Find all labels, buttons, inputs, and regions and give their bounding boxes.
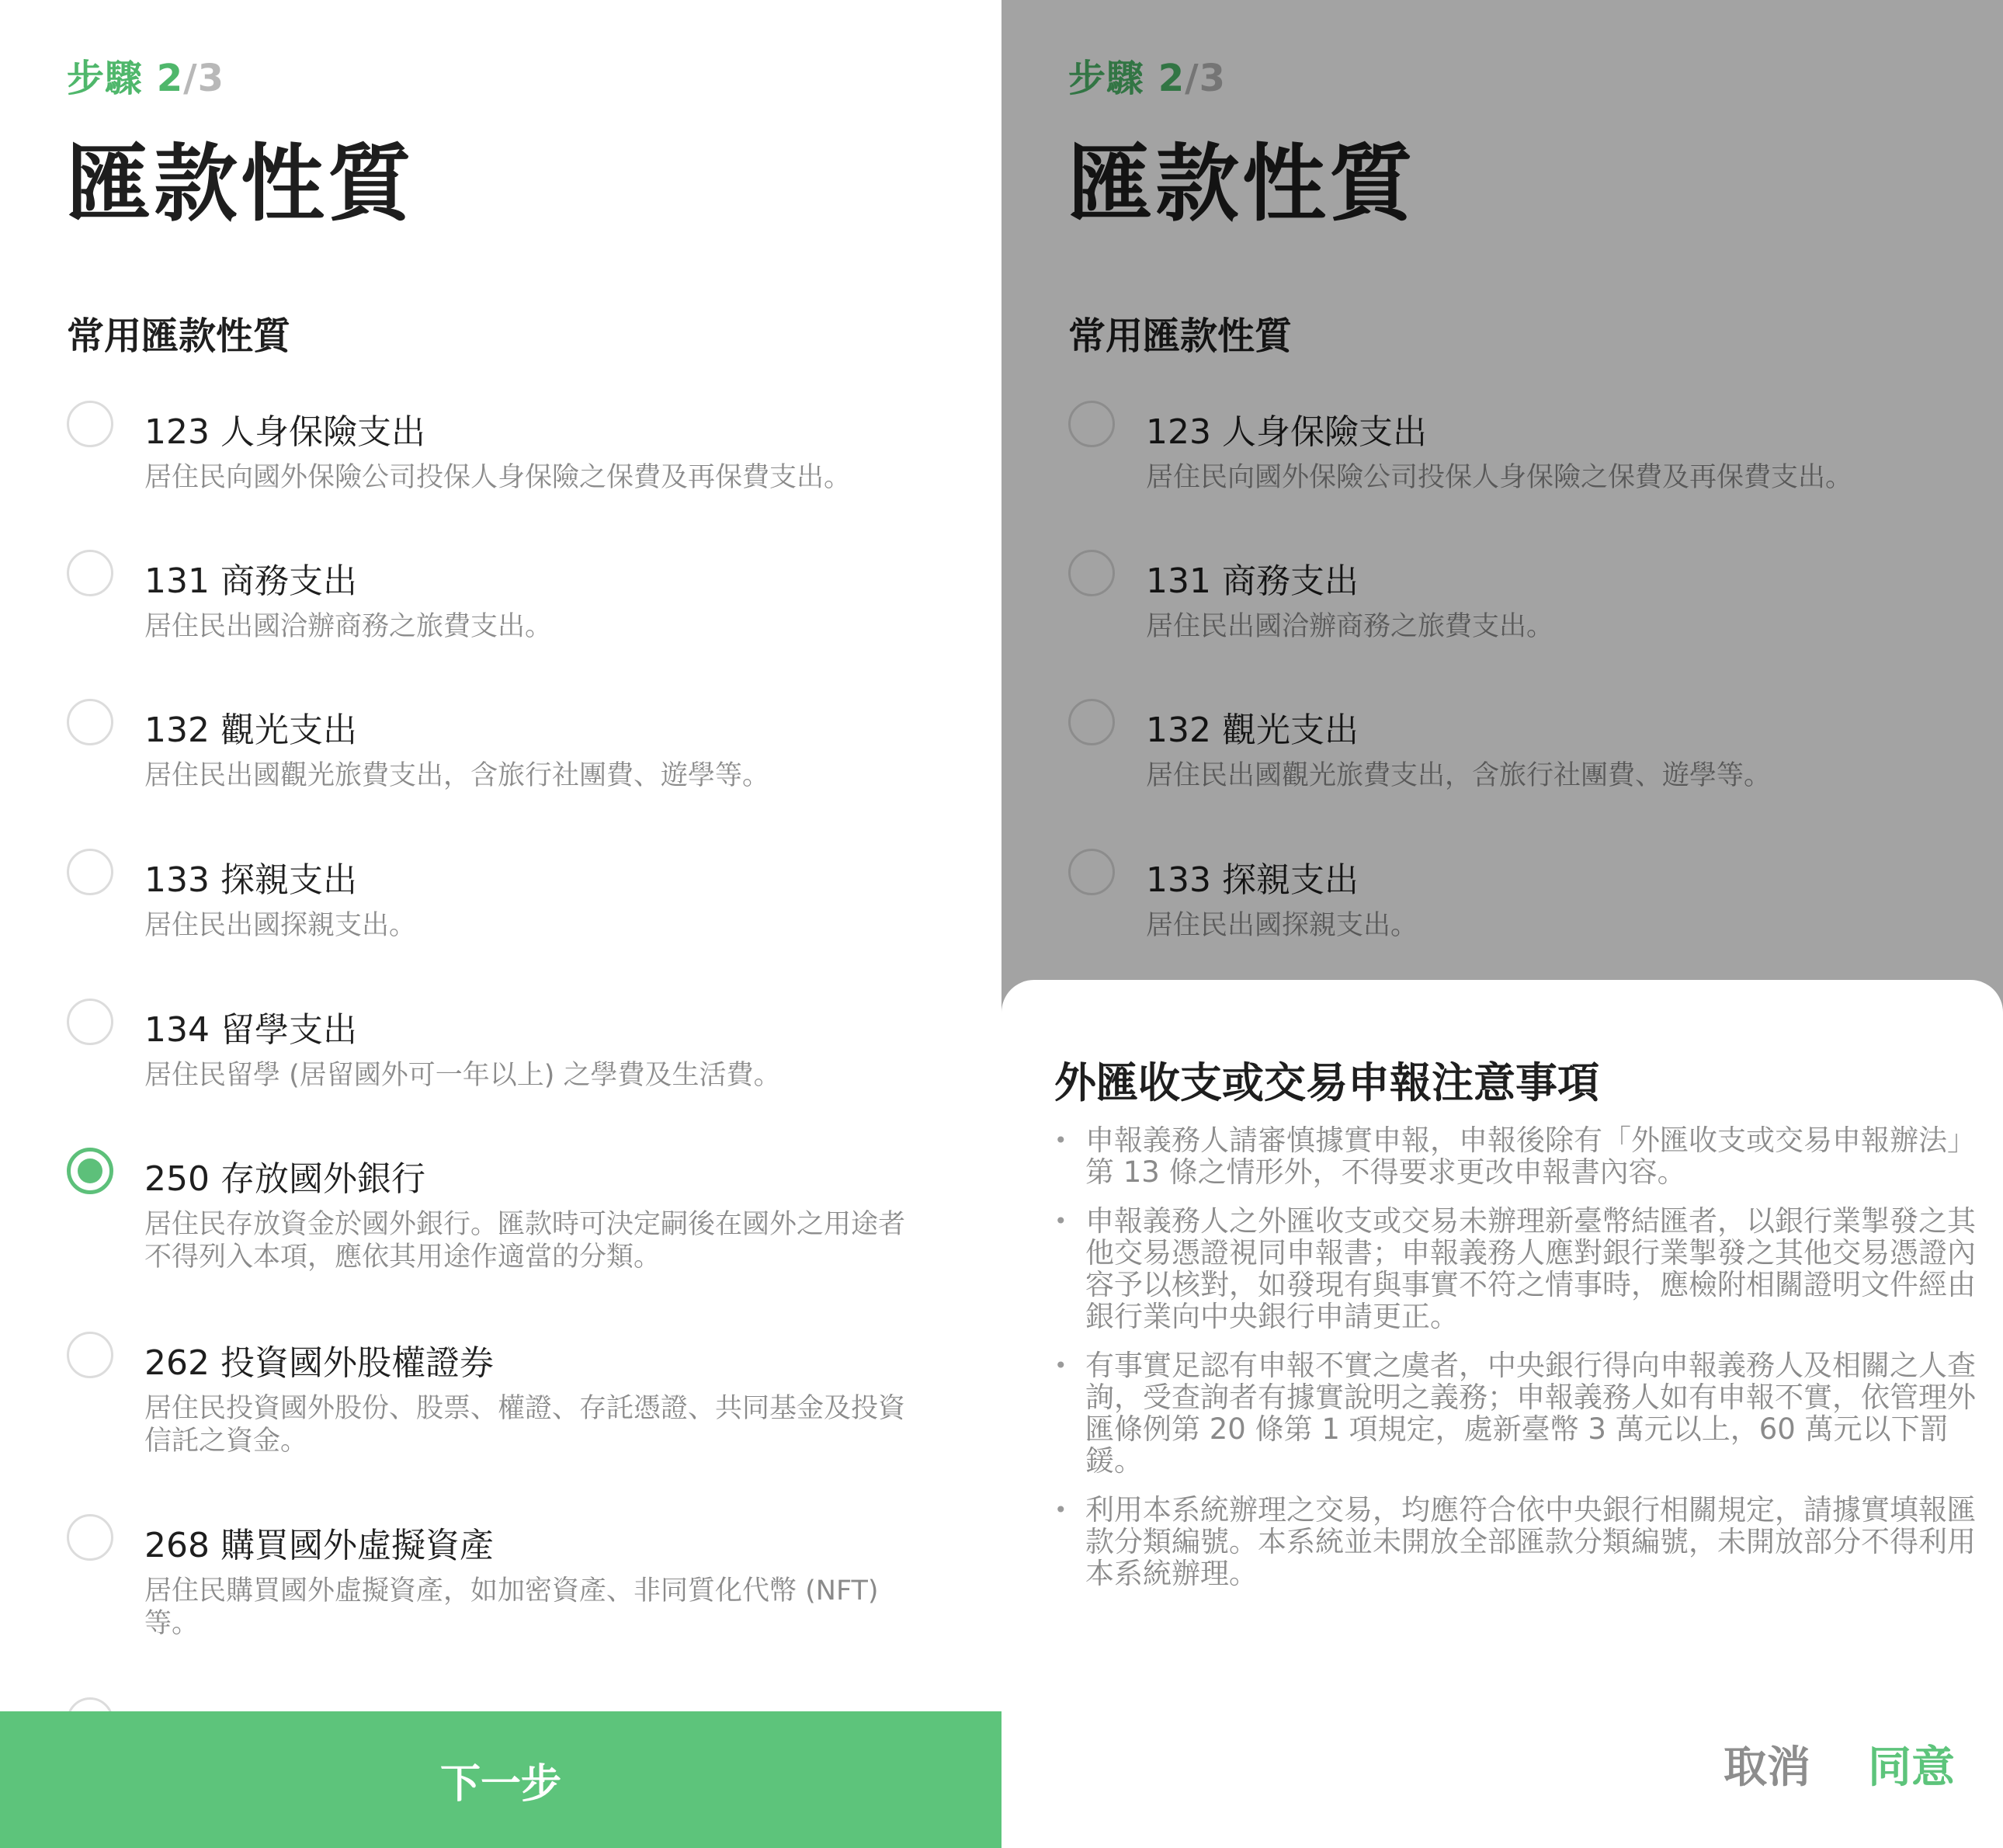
option-title: 268 購買國外虛擬資產: [144, 1526, 494, 1565]
radio-button[interactable]: [67, 401, 113, 447]
option-title: 132 觀光支出: [1146, 710, 1359, 750]
radio-button[interactable]: [67, 550, 113, 596]
sheet-title: 外匯收支或交易申報注意事項: [1054, 1058, 1599, 1107]
radio-button-selected[interactable]: [67, 1148, 113, 1194]
option-title: 123 人身保險支出: [144, 412, 425, 452]
option-description: 居住民出國探親支出。: [1146, 910, 1418, 941]
option-description: 居住民購買國外虛擬資產，如加密資產、非同質化代幣 (NFT) 等。: [144, 1575, 879, 1639]
declaration-notice-screen: [1002, 0, 2003, 1848]
radio-button[interactable]: [67, 1514, 113, 1561]
step-total: 3: [197, 57, 225, 100]
declaration-notice-sheet: [1002, 980, 2003, 1848]
option-title: 123 人身保險支出: [1146, 412, 1427, 452]
step-current: 2: [1158, 57, 1185, 100]
next-step-button[interactable]: 下一步: [0, 1711, 1002, 1848]
radio-button[interactable]: [67, 849, 113, 895]
step-label: 步驟: [67, 57, 144, 100]
option-title: 262 投資國外股權證券: [144, 1343, 494, 1383]
step-label: 步驟: [1068, 57, 1145, 100]
option-description: 居住民出國觀光旅費支出，含旅行社團費、遊學等。: [1146, 760, 1772, 791]
notice-item: • 申報義務人之外匯收支或交易未辦理新臺幣結匯者，以銀行業掣發之其他交易憑證視同申報書；申報義務人應對銀行業掣發之其他交易憑證內容予以核對，如發現有與事實不符之情事時，應檢附相關證明文件經由銀行業向中央銀行申請更正。: [1054, 1205, 1986, 1332]
agree-button[interactable]: 同意: [1868, 1733, 1955, 1795]
option-description: 居住民出國觀光旅費支出，含旅行社團費、遊學等。: [144, 760, 770, 791]
option-description: 居住民留學 (居留國外可一年以上) 之學費及生活費。: [144, 1060, 781, 1091]
option-title: 133 探親支出: [144, 860, 357, 900]
option-title: 134 留學支出: [144, 1010, 357, 1050]
step-separator: /: [1185, 57, 1199, 100]
step-total: 3: [1199, 57, 1227, 100]
page-title: 匯款性質: [1068, 136, 1417, 233]
option-description: 居住民出國洽辦商務之旅費支出。: [144, 611, 553, 642]
option-description: 居住民出國探親支出。: [144, 910, 417, 941]
notice-item: • 有事實足認有申報不實之虞者，中央銀行得向申報義務人及相關之人查詢，受查詢者有據實說明之義務；申報義務人如有申報不實，依管理外匯條例第 20 條第 1 項規定，處新臺幣 3 萬元以上，60 萬元以下罰鍰。: [1054, 1350, 1986, 1477]
cancel-button[interactable]: 取消: [1724, 1733, 1810, 1795]
notice-item: • 申報義務人請審慎據實申報，申報後除有「外匯收支或交易申報辦法」第 13 條之情形外，不得要求更改申報書內容。: [1054, 1124, 1986, 1188]
option-title: 131 商務支出: [1146, 561, 1359, 601]
radio-button[interactable]: [67, 1332, 113, 1378]
notice-list: [1054, 1124, 1986, 1607]
option-title: 133 探親支出: [1146, 860, 1359, 900]
radio-button[interactable]: [67, 699, 113, 745]
option-title: 250 存放國外銀行: [144, 1159, 425, 1199]
option-title: 131 商務支出: [144, 561, 357, 601]
radio-button[interactable]: [67, 999, 113, 1045]
option-description: 居住民向國外保險公司投保人身保險之保費及再保費支出。: [144, 462, 852, 493]
section-title: 常用匯款性質: [1068, 314, 1293, 358]
step-indicator: [67, 48, 224, 102]
step-separator: /: [183, 57, 198, 100]
notice-item: • 利用本系統辦理之交易，均應符合依中央銀行相關規定，請據實填報匯款分類編號。本系統並未開放全部匯款分類編號，未開放部分不得利用本系統辦理。: [1054, 1494, 1986, 1589]
step-current: 2: [156, 57, 184, 100]
page-title: 匯款性質: [67, 136, 415, 233]
option-description: 居住民存放資金於國外銀行。匯款時可決定嗣後在國外之用途者不得列入本項，應依其用途作適當的分類。: [144, 1209, 906, 1273]
section-title: 常用匯款性質: [67, 314, 291, 358]
option-description: 居住民投資國外股份、股票、權證、存託憑證、共同基金及投資信託之資金。: [144, 1393, 906, 1457]
option-description: 居住民向國外保險公司投保人身保險之保費及再保費支出。: [1146, 462, 1853, 493]
option-title: 132 觀光支出: [144, 710, 357, 750]
option-description: 居住民出國洽辦商務之旅費支出。: [1146, 611, 1554, 642]
